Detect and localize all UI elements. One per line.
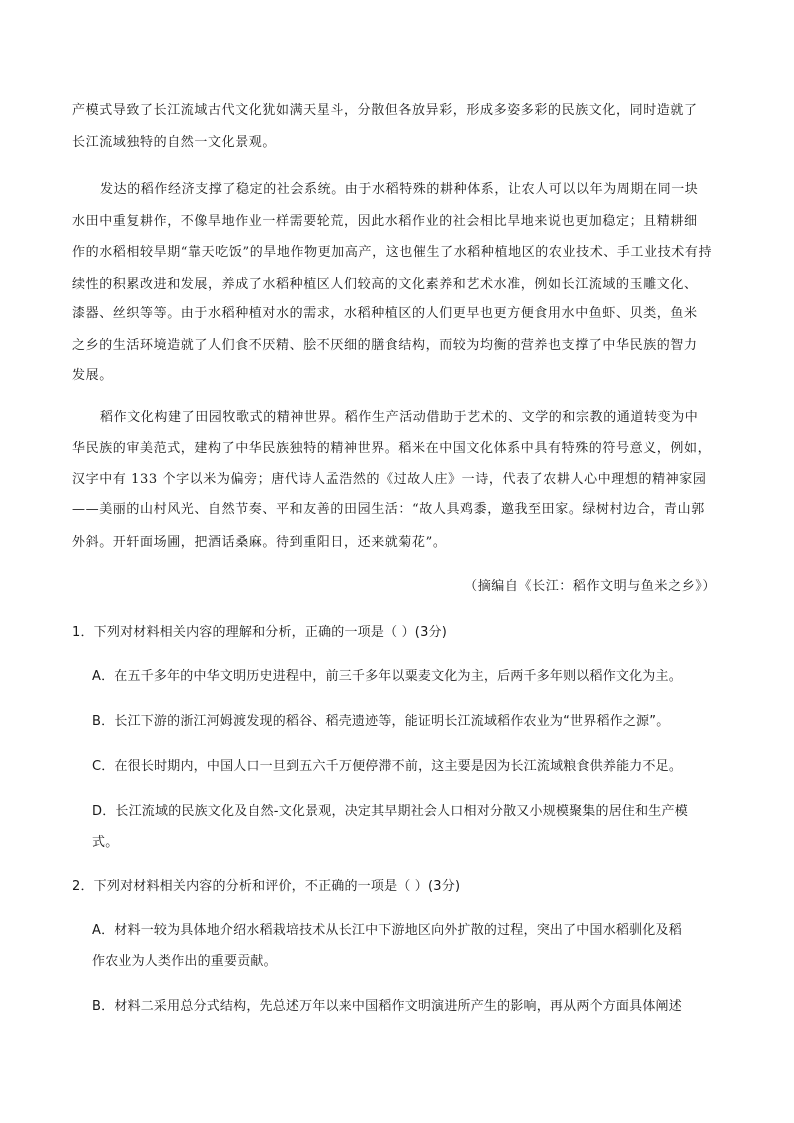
passage-line: 续性的积累改进和发展，养成了水稻种植区人们较高的文化素养和艺术水准，例如长江流域的玉雕文化、 — [72, 277, 698, 292]
passage-line: 发展。 — [72, 368, 113, 383]
passage-line: 发达的稻作经济支撑了稳定的社会系统。由于水稻特殊的耕种体系，让农人可以以年为周期在同一块 — [100, 182, 699, 197]
passage-line: 华民族的审美范式，建构了中华民族独特的精神世界。稻米在中国文化体系中具有特殊的符号意义，例如， — [72, 441, 712, 456]
question-2-option-b: B．材料二采用总分式结构，先总述万年以来中国稻作文明演进所产生的影响，再从两个方面具体阐述 — [92, 999, 682, 1014]
question-1-option-d: D．长江流域的民族文化及自然-文化景观，决定其早期社会人口相对分散又小规模聚集的居住和生产模 — [92, 804, 688, 819]
passage-line: 汉字中有 133 个字以米为偏旁；唐代诗人孟浩然的《过故人庄》一诗，代表了农耕人心中理想的精神家园 — [72, 472, 707, 487]
question-1-option-d-cont: 式。 — [92, 835, 119, 850]
passage-line: 水田中重复耕作，不像旱地作业一样需要轮荒，因此水稻作业的社会相比旱地来说也更加稳定；且精耕细 — [72, 214, 698, 229]
question-2-option-a: A．材料一较为具体地介绍水稻栽培技术从长江中下游地区向外扩散的过程，突出了中国水稻驯化及稻 — [92, 923, 682, 938]
passage-line: 长江流域独特的自然一文化景观。 — [72, 135, 277, 150]
passage-line: 外斜。开轩面场圃，把酒话桑麻。待到重阳日，还来就菊花”。 — [72, 535, 447, 550]
question-2-option-a-cont: 作农业为人类作出的重要贡献。 — [92, 954, 277, 969]
passage-line: 产模式导致了长江流域古代文化犹如满天星斗，分散但各放异彩，形成多姿多彩的民族文化，同时造就了 — [72, 103, 698, 118]
question-1-option-b: B．长江下游的浙江河姆渡发现的稻谷、稻壳遗迹等，能证明长江流域稻作农业为“世界稻作之源”。 — [92, 714, 670, 729]
question-1-option-c: C．在很长时期内，中国人口一旦到五六千万便停滞不前，这主要是因为长江流域粮食供养能力不足。 — [92, 759, 683, 774]
passage-line: 稻作文化构建了田园牧歌式的精神世界。稻作生产活动借助于艺术的、文学的和宗教的通道转变为中 — [100, 410, 699, 425]
passage-line: ——美丽的山村风光、自然节奏、平和友善的田园生活：“故人具鸡黍，邀我至田家。绿树村边合，青山郭 — [72, 502, 705, 517]
passage-line: 作的水稻相较旱期“靠天吃饭”的旱地作物更加高产，这也催生了水稻种植地区的农业技术、手工业技术有持 — [72, 245, 713, 260]
question-1-stem: 1．下列对材料相关内容的理解和分析，正确的一项是（ ）(3分) — [72, 625, 448, 640]
question-1-option-a: A．在五千多年的中华文明历史进程中，前三千多年以粟麦文化为主，后两千多年则以稻作文化为主。 — [92, 669, 682, 684]
passage-line: 之乡的生活环境造就了人们食不厌精、脍不厌细的膳食结构，而较为均衡的营养也支撑了中华民族的智力 — [72, 338, 698, 353]
question-2-stem: 2．下列对材料相关内容的分析和评价，不正确的一项是（ ）(3分) — [72, 879, 461, 894]
passage-line: 漆器、丝织等等。由于水稻种植对水的需求，水稻种植区的人们更早也更方便食用水中鱼虾、贝类，鱼米 — [72, 306, 698, 321]
source-citation: （摘编自《长江：稻作文明与鱼米之乡》） — [464, 579, 716, 594]
